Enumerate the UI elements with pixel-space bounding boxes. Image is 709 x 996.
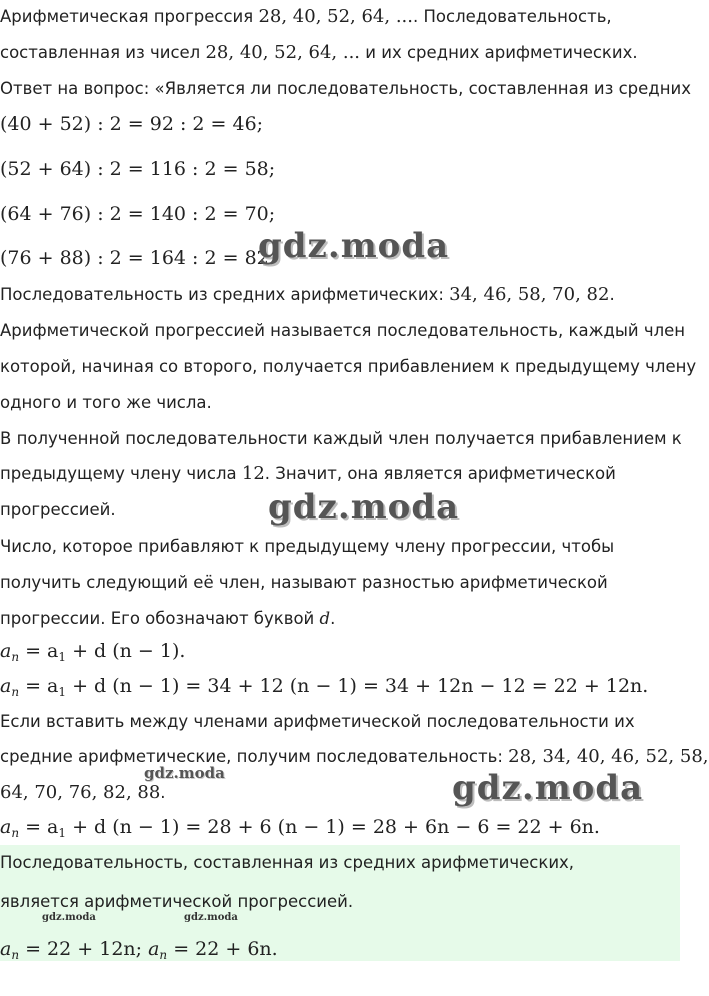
math: = 22 + 12n; [19,938,149,960]
math: + d (n − 1) = 34 + 12 (n − 1) = 34 + 12n − 12 = 22 + 12n. [66,675,649,697]
line-8 [0,284,615,306]
line-16: получить следующий её член, называют разностью арифметической [0,573,608,592]
highlight-line-2: является арифметической прогрессией. [0,892,354,911]
subscript: 1 [58,826,67,840]
math: + d (n − 1). [66,640,186,662]
text: . [160,783,166,802]
watermark-logo: gdz.moda [42,912,96,923]
line-14: прогрессией. [0,500,116,519]
math: 28, 34, 40, 46, 52, 58, [508,746,709,767]
watermark-logo: gdz.moda [258,226,450,266]
text: . [609,285,615,304]
math: 64, 70, 76, 82, 88 [0,782,161,803]
equation-3: (64 + 76) : 2 = 140 : 2 = 70; [0,203,276,225]
line-21 [0,746,709,768]
line-10: которой, начиная со второго, получается прибавлением к предыдущему члену [0,357,697,376]
subscript: n [11,948,20,962]
text: . [330,609,336,628]
math: + d (n − 1) = 28 + 6 (n − 1) = 28 + 6n − 6 = 22 + 6n. [66,816,600,838]
subscript: 1 [58,650,67,664]
line-1 [0,6,612,28]
math: 28, 40, 52, 64, ... [258,6,413,27]
math: = a [19,816,59,838]
final-answer [0,938,278,966]
equation-4: (76 + 88) : 2 = 164 : 2 = 82. [0,247,275,269]
watermark-logo: gdz.moda [144,764,225,782]
formula-3 [0,816,600,844]
watermark-logo: gdz.moda [184,912,238,923]
watermark-logo: gdz.moda [452,768,644,808]
math-var: a [0,640,12,662]
math: = a [19,640,59,662]
line-3 [0,78,691,100]
equation-2: (52 + 64) : 2 = 116 : 2 = 58; [0,158,276,180]
line-20: Если вставить между членами арифметической последовательности их [0,712,635,731]
line-9: Арифметической прогрессией называется последовательность, каждый член [0,321,686,340]
line-22 [0,782,166,804]
subscript: n [11,826,20,840]
text: Последовательность из средних арифметических: [0,285,450,304]
subscript: n [11,685,20,699]
text: . Значит, она является арифметической [264,464,616,483]
math: 28, 40, 52, 64, ... [205,42,361,63]
line-15: Число, которое прибавляют к предыдущему члену прогрессии, чтобы [0,537,615,556]
subscript: n [159,948,168,962]
subscript: 1 [58,685,67,699]
formula-2 [0,675,648,703]
text: Арифметическая прогрессия [0,7,259,26]
watermark-logo: gdz.moda [268,487,460,527]
line-17 [0,608,335,630]
equation-1: (40 + 52) : 2 = 92 : 2 = 46; [0,113,264,135]
math: 12 [241,463,265,484]
text: предыдущему члену числа [0,464,242,483]
line-12: В полученной последовательности каждый член получается прибавлением к [0,429,682,448]
text: и их средних арифметических. [360,43,638,62]
line-13 [0,463,616,485]
text: составленная из чисел [0,43,206,62]
math-var: d [319,609,331,628]
math-var: a [148,938,160,960]
text: прогрессии. Его обозначают буквой [0,609,320,628]
math: 34, 46, 58, 70, 82 [449,284,610,305]
line-2 [0,42,638,64]
math-var: a [0,675,12,697]
math: = 22 + 6n. [167,938,278,960]
text: средние арифметические, получим последовательность: [0,747,509,766]
math: = a [19,675,59,697]
math-var: a [0,816,12,838]
line-11: одного и того же числа. [0,393,212,412]
subscript: n [11,650,20,664]
formula-1 [0,640,185,668]
text: Ответ на вопрос: «Является ли последовательность, составленная из средних [0,79,691,98]
math-var: a [0,938,12,960]
text: . Последовательность, [413,7,612,26]
highlight-line-1: Последовательность, составленная из средних арифметических, [0,853,575,872]
